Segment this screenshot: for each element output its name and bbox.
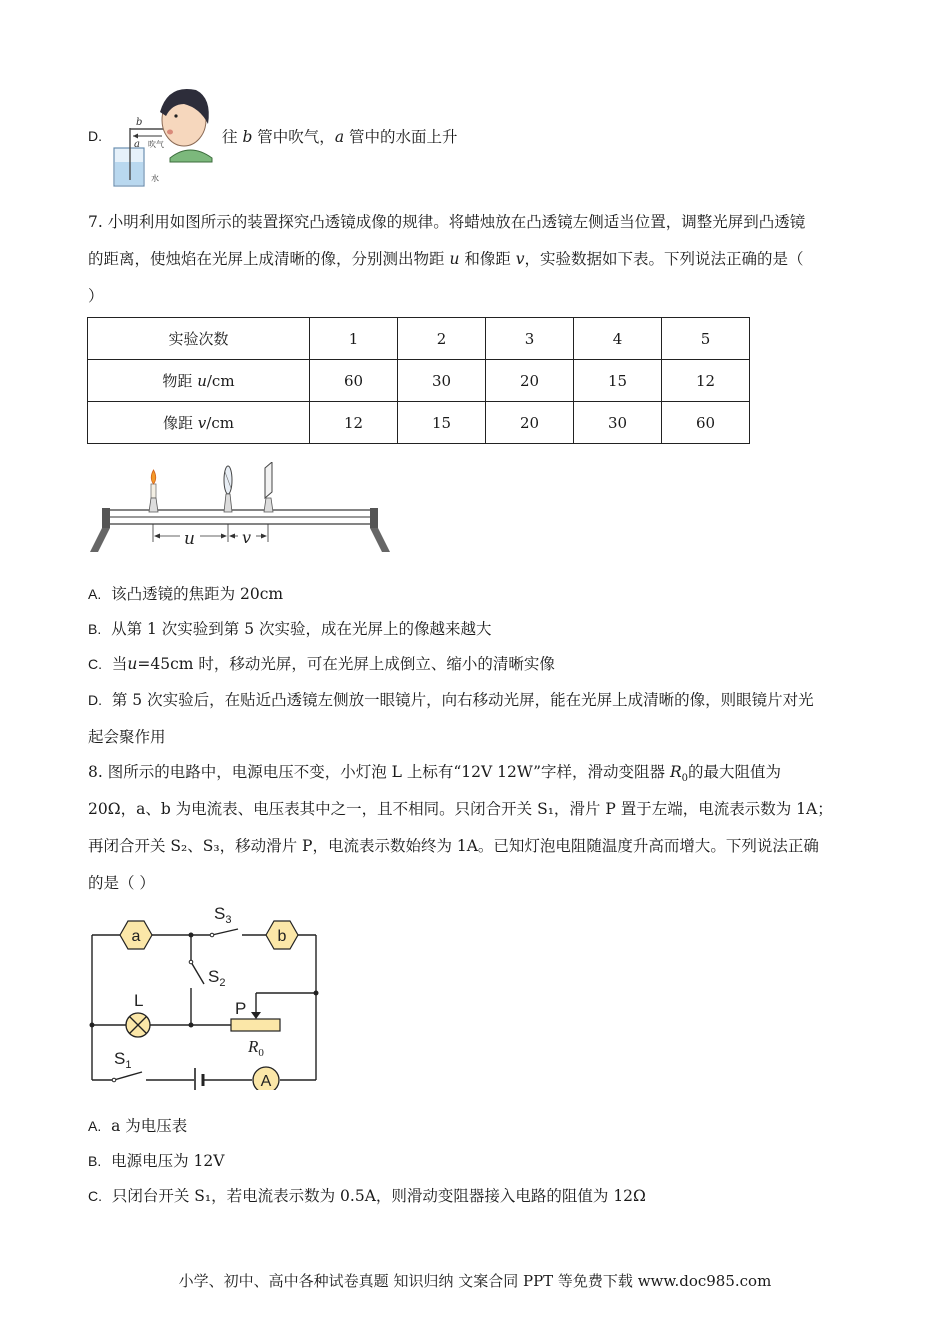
optical-bench-figure: [86, 462, 396, 557]
blow-label: 吹气: [148, 140, 164, 149]
s2-letter: S: [208, 967, 220, 986]
junction-dot: [90, 1023, 95, 1028]
q7-option-d-label: D.: [88, 692, 102, 708]
ammeter-label: A: [260, 1073, 272, 1090]
v-arrowhead-right: [261, 534, 267, 539]
tube-b-label: b: [136, 117, 143, 128]
table-cell: 2: [398, 318, 486, 360]
table-row: [88, 360, 750, 402]
candle-flame: [151, 470, 156, 484]
s3-sub: 3: [225, 914, 232, 926]
q7-option-b: [88, 619, 492, 639]
boy-mouth: [167, 130, 173, 135]
resistor-label: [247, 1037, 264, 1059]
q8-stem-line1: [88, 762, 781, 789]
meter-b-label: b: [277, 928, 287, 945]
q6-d-text-3: 管中的水面上升: [344, 128, 458, 146]
table-cell: 20: [486, 360, 574, 402]
q7-stem-line2: [88, 249, 804, 269]
q8-stem-var-r: R: [669, 763, 682, 781]
boy-eye: [174, 114, 177, 117]
table-row: [88, 402, 750, 444]
q7-option-c-var: u: [127, 655, 138, 673]
s2-sub: 2: [219, 977, 226, 989]
screen-holder: [264, 498, 273, 512]
table-cell: 30: [574, 402, 662, 444]
resistor-label-sub: 0: [258, 1047, 264, 1059]
junction-dot: [189, 933, 194, 938]
junction-dot: [189, 1023, 194, 1028]
water-label: 水: [151, 174, 159, 183]
q7-stem-var-u: u: [449, 250, 460, 268]
table-cell: 5: [662, 318, 750, 360]
q8-option-a-label: A.: [88, 1118, 102, 1134]
bench-end-left: [102, 508, 110, 528]
q8-option-c-label: C.: [88, 1188, 102, 1204]
candle-holder: [149, 498, 158, 512]
q7-option-d: [88, 690, 814, 710]
q7-option-b-label: B.: [88, 621, 102, 637]
table-row-label-v: [88, 402, 310, 444]
q7-stem-2c: ，实验数据如下表。下列说法正确的是（: [524, 250, 804, 268]
circuit-diagram: [86, 900, 326, 1090]
v-arrowhead-left: [229, 534, 235, 539]
q8-option-c-text: 只闭台开关 S₁，若电流表示数为 0.5A，则滑动变阻器接入电路的阻值为 12Ω: [111, 1187, 646, 1205]
blow-arrowhead: [133, 134, 138, 139]
q7-stem-2a: 的距离，使烛焰在光屏上成清晰的像，分别测出物距: [88, 250, 450, 268]
q8-option-a: [88, 1116, 187, 1136]
resistor-label-r: R: [248, 1037, 259, 1056]
beaker-water: [115, 162, 143, 185]
table-cell: 15: [574, 360, 662, 402]
q7-option-c-pre: 当: [111, 655, 128, 673]
q7-stem-line1: 7. 小明利用如图所示的装置探究凸透镜成像的规律。将蜡烛放在凸透镜左侧适当位置，调整光屏到凸透镜: [88, 213, 806, 231]
table-cell: 12: [310, 402, 398, 444]
table-cell: 3: [486, 318, 574, 360]
q7-data-table: [87, 317, 750, 444]
q7-option-c-label: C.: [88, 656, 102, 672]
table-cell: 12: [662, 360, 750, 402]
q7-stem-line3: ）: [88, 287, 104, 305]
q8-stem-1a: 8. 图所示的电路中，电源电压不变，小灯泡 L 上标有“12V 12W”字样，滑动变阻器: [88, 763, 670, 781]
row-u-unit: /cm: [206, 372, 235, 390]
q7-option-c-post: =45cm 时，移动光屏，可在光屏上成倒立、缩小的清晰实像: [137, 655, 555, 673]
switch-s2-contact: [189, 960, 193, 964]
table-row: [88, 318, 750, 360]
q7-option-d-cont: 起会聚作用: [88, 728, 166, 746]
lamp-label: L: [134, 991, 144, 1010]
table-cell: 60: [662, 402, 750, 444]
q6-d-text-2: 管中吹气，: [252, 128, 335, 146]
table-cell: 4: [574, 318, 662, 360]
slider-label: P: [235, 999, 247, 1018]
table-row-label-u: [88, 360, 310, 402]
q6-d-var-a: a: [334, 128, 345, 146]
q8-option-b: [88, 1151, 224, 1171]
q8-stem-line3: 再闭合开关 S₂、S₃，移动滑片 P，电流表示数始终为 1A。已知灯泡电阻随温度升高而增大。下列说法正确: [88, 837, 819, 855]
candle: [151, 484, 156, 498]
q8-stem-line2: 20Ω，a、b 为电流表、电压表其中之一，且不相同。只闭合开关 S₁，滑片 P 置于左端，电流表示数为 1A；: [88, 800, 833, 818]
q8-option-b-text: 电源电压为 12V: [111, 1152, 225, 1170]
q8-option-c: [88, 1186, 646, 1206]
switch-s1-contact: [112, 1078, 116, 1082]
boy-shirt: [170, 150, 212, 162]
row-v-var: v: [197, 414, 207, 432]
v-label: v: [242, 528, 252, 547]
switch-s3-label: [214, 904, 231, 926]
table-cell: 15: [398, 402, 486, 444]
lens-holder: [224, 494, 232, 512]
switch-s2-label: [208, 967, 225, 989]
u-arrowhead-right: [221, 534, 227, 539]
meter-a-label: a: [131, 928, 141, 945]
resistor-r0: [231, 1019, 280, 1031]
q8-stem-sub: 0: [681, 773, 688, 785]
row-u-pre: 物距: [162, 372, 198, 390]
switch-s1-blade: [114, 1072, 142, 1080]
q8-stem-1b: 的最大阻值为: [687, 763, 781, 781]
blowing-boy-figure: [100, 80, 220, 190]
tube-a-label: a: [134, 139, 140, 150]
switch-s3-blade: [212, 929, 238, 935]
s3-letter: S: [214, 904, 226, 923]
q6-option-d-label: D.: [88, 128, 102, 144]
q6-d-var-b: b: [242, 128, 253, 146]
row-v-unit: /cm: [206, 414, 234, 432]
q7-option-d-text1: 第 5 次实验后，在贴近凸透镜左侧放一眼镜片，向右移动光屏，能在光屏上成清晰的像，则眼镜片对光: [111, 691, 814, 709]
bench-leg-left: [90, 528, 110, 552]
switch-s2-blade: [191, 962, 204, 984]
table-cell: 20: [486, 402, 574, 444]
switch-s1-label: [114, 1049, 131, 1071]
q7-option-b-text: 从第 1 次实验到第 5 次实验，成在光屏上的像越来越大: [111, 620, 492, 638]
table-header-cell: 实验次数: [88, 318, 310, 360]
q7-stem-2b: 和像距: [459, 250, 516, 268]
light-screen: [265, 462, 272, 498]
slider-arrowhead: [251, 1012, 261, 1019]
q8-option-a-text: a 为电压表: [111, 1117, 188, 1135]
q7-option-a-label: A.: [88, 586, 102, 602]
q6-d-text-1: 往: [222, 128, 243, 146]
row-v-pre: 像距: [163, 414, 198, 432]
page-footer: 小学、初中、高中各种试卷真题 知识归纳 文案合同 PPT 等免费下载 www.doc985.com: [178, 1272, 772, 1290]
q7-option-c: [88, 654, 555, 674]
bench-end-right: [370, 508, 378, 528]
s1-sub: 1: [125, 1059, 132, 1071]
table-cell: 30: [398, 360, 486, 402]
q6-option-d-text: [222, 127, 458, 147]
s1-letter: S: [114, 1049, 126, 1068]
switch-s3-contact: [210, 933, 214, 937]
u-arrowhead-left: [154, 534, 160, 539]
junction-dot: [314, 991, 319, 996]
table-cell: 1: [310, 318, 398, 360]
q7-stem-var-v: v: [515, 250, 525, 268]
q8-stem-line4: 的是（ ）: [88, 874, 155, 892]
q7-option-a-text: 该凸透镜的焦距为 20cm: [111, 585, 284, 603]
q8-option-b-label: B.: [88, 1153, 102, 1169]
u-label: u: [184, 529, 195, 549]
bench-leg-right: [370, 528, 390, 552]
table-cell: 60: [310, 360, 398, 402]
row-u-var: u: [197, 372, 207, 390]
q7-option-a: [88, 584, 283, 604]
